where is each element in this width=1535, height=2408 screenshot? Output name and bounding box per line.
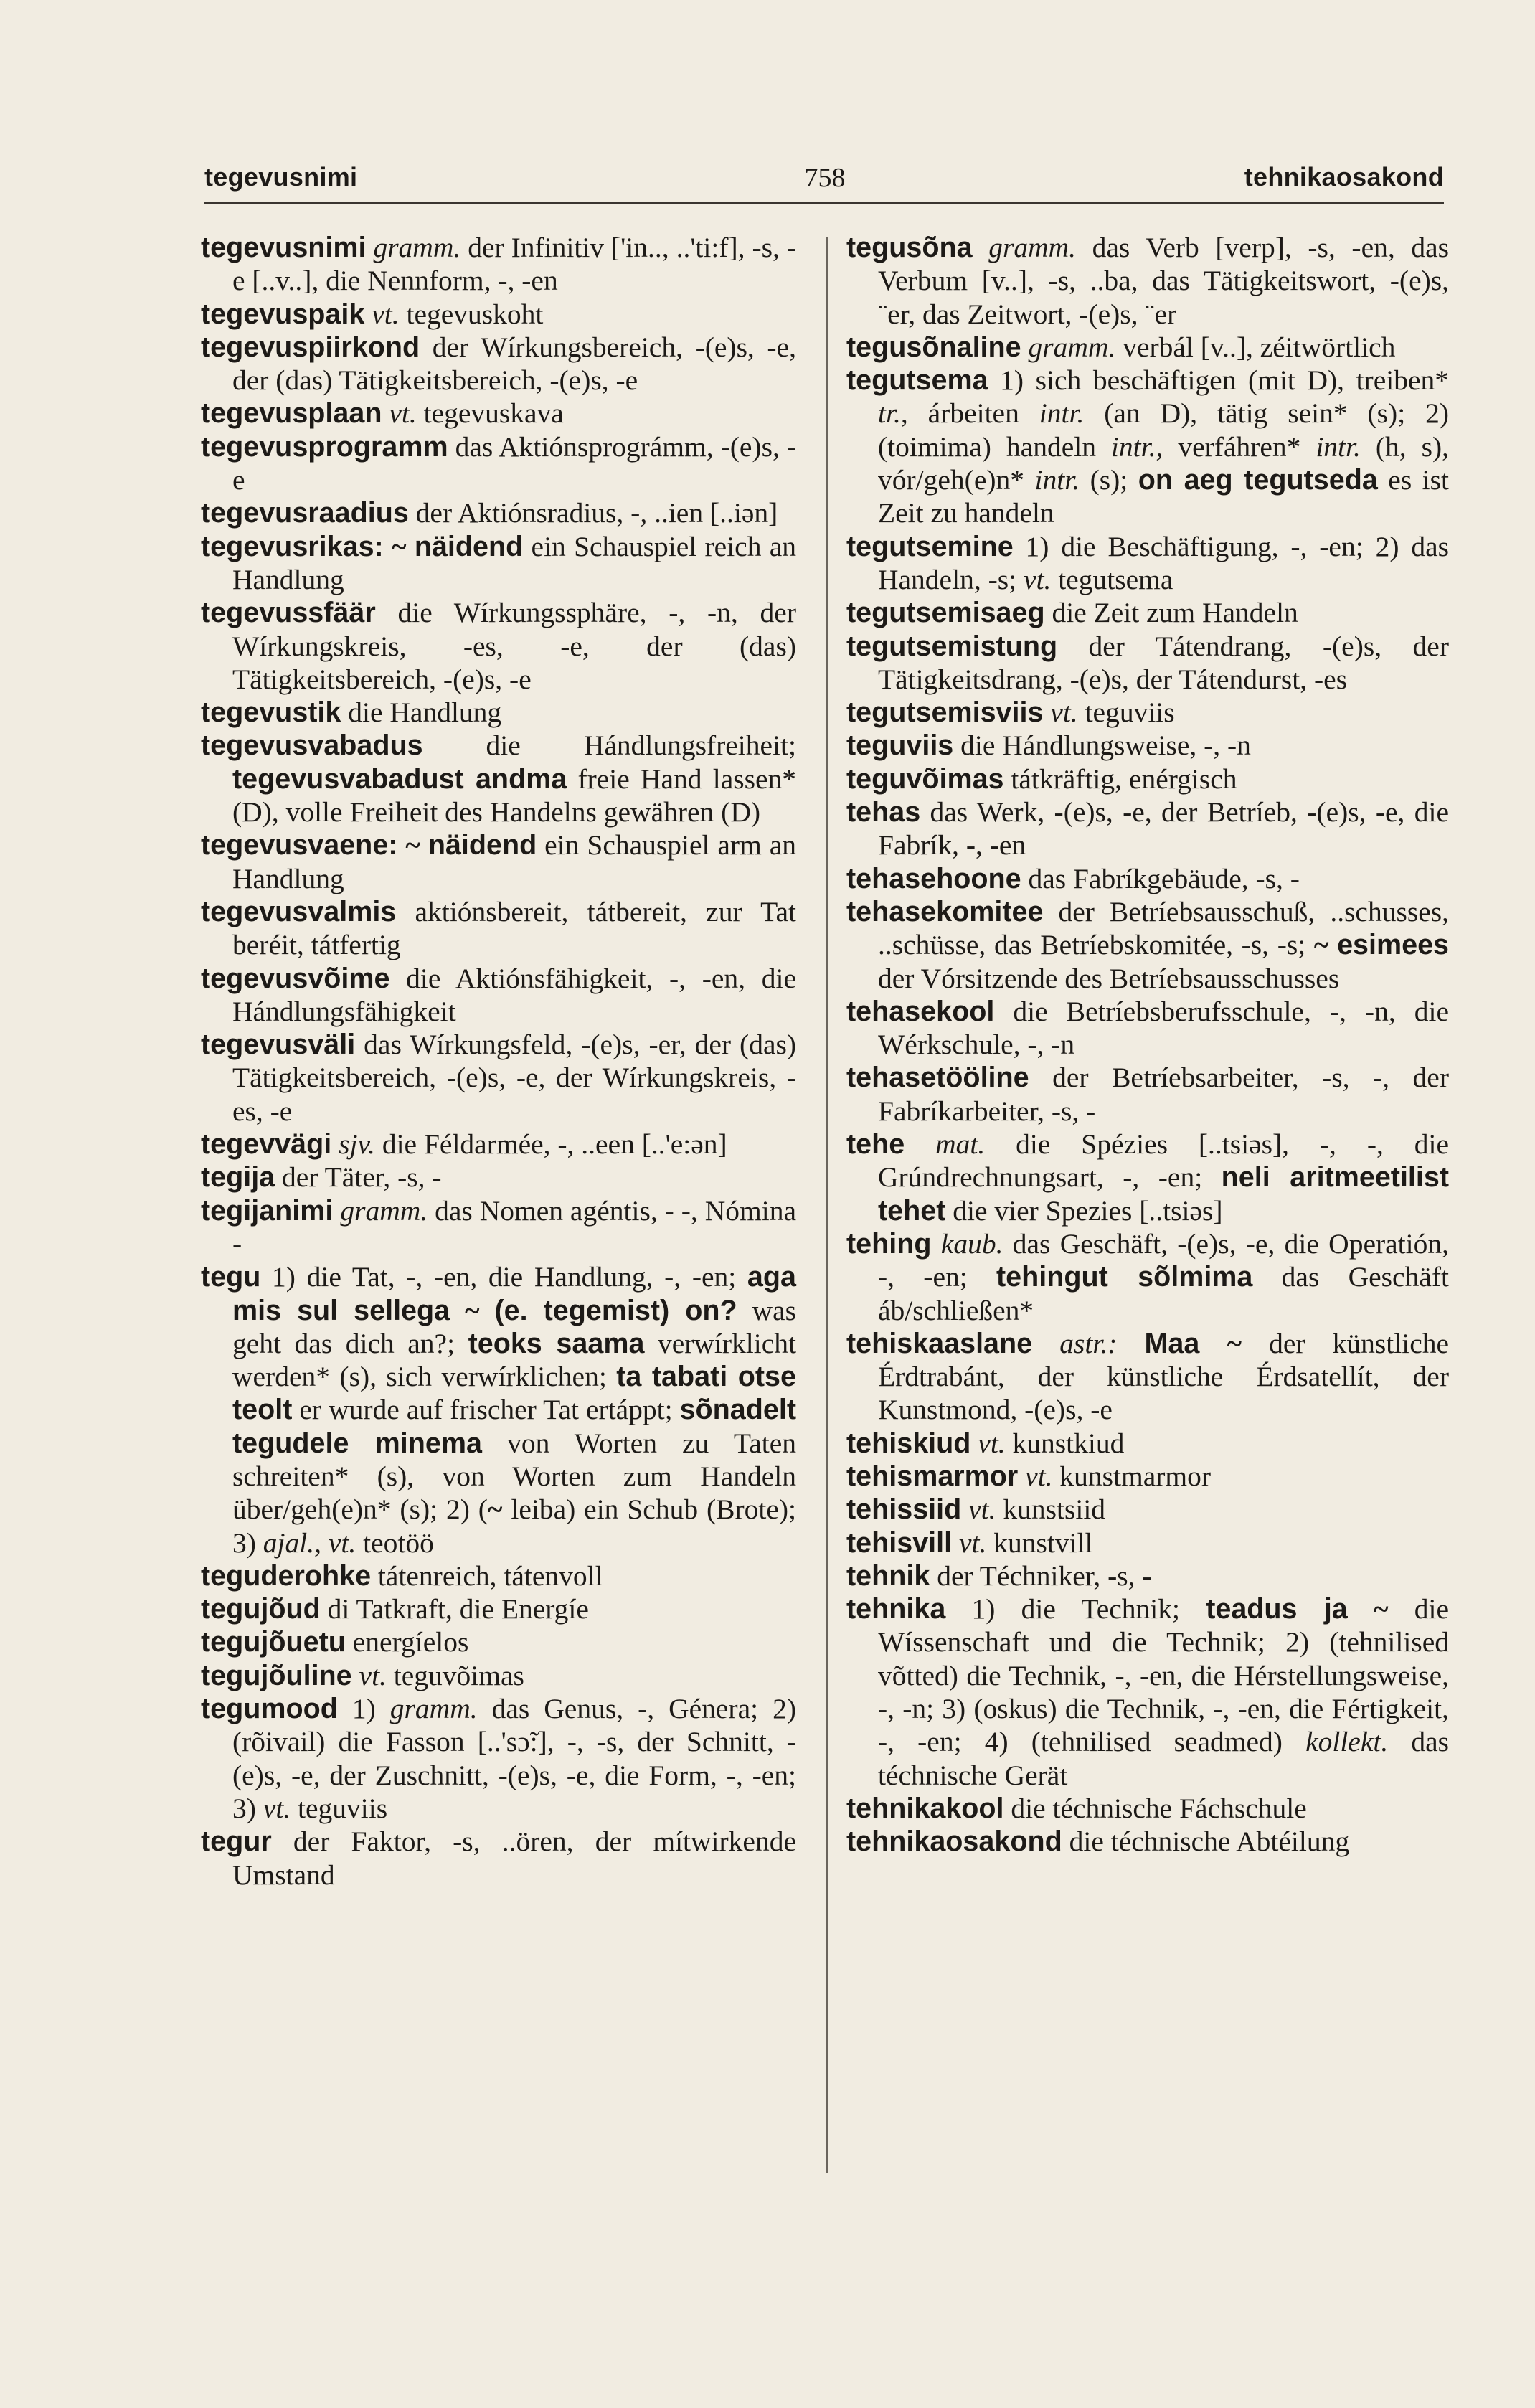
definition-text: das Werk, -(e)s, -e, der Betríeb, -(e)s, -e, die Fabrík, -, -en: [878, 796, 1449, 861]
dictionary-entry: [846, 1792, 1449, 1825]
grammar-label: vt.: [263, 1792, 291, 1824]
definition-text: energíelos: [345, 1626, 469, 1658]
headword: tegevuspaik: [201, 298, 365, 330]
grammar-label: vt.: [359, 1659, 387, 1691]
definition-text: die Féldarmée, -, ..een [..'e:ən]: [374, 1128, 727, 1161]
definition-text: 1) die Technik;: [945, 1593, 1206, 1625]
dictionary-entry: [846, 1227, 1449, 1327]
definition-text: 1) die Tat, -, -en, die Handlung, -, -en;: [260, 1261, 747, 1293]
definition-text: [1021, 331, 1029, 363]
dictionary-entry: [201, 397, 796, 430]
headword: tegevusvabadus: [201, 730, 423, 762]
headword: tegevusvõime: [201, 962, 390, 994]
example-phrase: ta tabati otse teolt: [232, 1361, 796, 1426]
dictionary-entry: [846, 1427, 1449, 1460]
headword: tegutsema: [846, 364, 988, 397]
headword: tehisvill: [846, 1526, 953, 1559]
page-header: [204, 159, 1444, 204]
grammar-label: sjv.: [339, 1128, 375, 1161]
definition-text: die Handlung: [341, 697, 502, 729]
example-phrase: tegevusvabadust andma: [232, 762, 567, 795]
headword: tehasekool: [846, 995, 995, 1027]
definition-text: das Nomen agéntis, - -, Nómina -: [232, 1194, 796, 1260]
headword: tegevussfäär: [201, 597, 376, 629]
headword: tegevvägi: [201, 1128, 332, 1161]
dictionary-entry: [846, 762, 1449, 795]
definition-text: 1): [337, 1693, 390, 1725]
grammar-label: kaub.: [940, 1227, 1003, 1260]
definition-text: das Genus, -, Génera; 2) (rõivail) die Fasson [..'sɔ̃:], -, -s, der Schnitt, -(e)s, -e, der Zuschnitt, -(e)s, -e, die Form, -, -en; 3): [232, 1693, 796, 1824]
definition-text: freie Hand lassen* (D), volle Freiheit des Handelns gewähren (D): [232, 762, 797, 828]
definition-text: [952, 1527, 959, 1559]
definition-text: (h, s), vór/geh(e)n*: [878, 430, 1449, 496]
definition-text: die Aktiónsfähigkeit, -, -en, die Hándlungsfähigkeit: [232, 962, 796, 1027]
left-guide-word: tegevusnimi: [204, 162, 358, 192]
definition-text: kunstkiud: [1005, 1427, 1125, 1459]
dictionary-entry: [846, 1559, 1449, 1592]
dictionary-entry: [846, 331, 1449, 364]
definition-text: [1018, 1460, 1025, 1492]
grammar-label: mat.: [935, 1128, 986, 1161]
definition-text: das Geschäft, -(e)s, -e, die Operatión, -, -en;: [878, 1227, 1449, 1293]
definition-text: von Worten zu Taten schreiten* (s), von Worten zum Handeln über/geh(e)n* (s); 2) (: [232, 1427, 796, 1526]
definition-text: [384, 531, 392, 562]
headword: tegutsemine: [846, 530, 1014, 562]
dictionary-entry: [846, 530, 1449, 597]
definition-text: teguviis: [291, 1792, 388, 1824]
headword: tegevustik: [201, 697, 341, 729]
dictionary-entry: [201, 696, 796, 729]
tilde-mark: ~: [487, 1493, 503, 1526]
definition-text: der Téchniker, -s, -: [930, 1559, 1152, 1592]
definition-text: 1) die Beschäftigung, -, -en; 2) das Handeln, -s;: [878, 530, 1449, 595]
grammar-label: vt.: [958, 1526, 987, 1559]
example-phrase: esimees: [1337, 929, 1450, 961]
headword: teguderohke: [201, 1559, 372, 1592]
example-phrase: teoks saama: [468, 1327, 645, 1359]
headword: tehing: [846, 1227, 932, 1260]
right-column: [846, 231, 1449, 1859]
headword: tehnika: [846, 1593, 946, 1625]
definition-text: [961, 1493, 968, 1525]
grammar-label: vt.: [389, 397, 417, 430]
headword: tehissiid: [846, 1493, 962, 1526]
dictionary-entry: [201, 596, 796, 696]
definition-text: der Infinitiv ['in.., ..'ti:f], -s, -e [..v..], die Nennform, -, -en: [232, 232, 796, 297]
dictionary-entry: [846, 1526, 1449, 1559]
definition-text: aktiónsbereit, tátbereit, zur Tat beréit, tátfertig: [232, 895, 796, 961]
dictionary-entry: [201, 530, 796, 597]
grammar-label: intr.: [1039, 397, 1085, 430]
definition-text: das Geschäft áb/schließen*: [878, 1261, 1449, 1326]
headword: tegu: [201, 1261, 261, 1293]
definition-text: das Wírkungsfeld, -(e)s, -er, der (das) Tätigkeitsbereich, -(e)s, -e, der Wírkungskreis, -es, -e: [232, 1029, 796, 1127]
grammar-label: astr.:: [1059, 1327, 1118, 1359]
headword: tegevusnimi: [201, 232, 367, 263]
page-number: 758: [804, 163, 846, 193]
example-phrase: neli aritmeetilist tehet: [878, 1161, 1449, 1227]
headword: tehnikaosakond: [846, 1826, 1062, 1858]
definition-text: kunstmarmor: [1052, 1460, 1212, 1492]
headword: tegur: [201, 1826, 272, 1858]
definition-text: das téchnische Gerät: [878, 1726, 1449, 1791]
definition-text: ein Schauspiel arm an Handlung: [232, 829, 797, 894]
dictionary-entry: [201, 1659, 796, 1692]
definition-text: die Hándlungsweise, -, -n: [953, 730, 1251, 762]
dictionary-entry: [201, 1161, 796, 1194]
grammar-label: gramm.: [340, 1194, 428, 1227]
headword: tehismarmor: [846, 1460, 1019, 1492]
dictionary-entry: [201, 1194, 796, 1261]
headword: teguvõimas: [846, 762, 1004, 795]
grammar-label: ajal., vt.: [263, 1526, 356, 1559]
headword: tegujõuetu: [201, 1626, 346, 1658]
dictionary-entry: [201, 231, 796, 298]
dictionary-entry: [846, 795, 1449, 862]
definition-text: die Wíssenschaft und die Technik; 2) (tehnilised võtted) die Technik, -, -en, die Hérstellungsweise, -, -n; 3) (oskus) die Technik, -, -en, die Fértigkeit, -, -en; 4) (tehnilised seadmed): [878, 1593, 1449, 1758]
dictionary-entry: [201, 1625, 796, 1658]
definition-text: [973, 232, 989, 263]
example-phrase: tehingut sõlmima: [996, 1261, 1253, 1293]
example-phrase: Maa: [1144, 1327, 1200, 1359]
definition-text: (s);: [1080, 464, 1138, 496]
grammar-label: gramm.: [373, 232, 461, 263]
dictionary-entry: [201, 1825, 796, 1892]
dictionary-entry: [201, 1028, 796, 1128]
definition-text: verwírklicht werden* (s), sich verwírklichen;: [232, 1327, 797, 1393]
dictionary-entry: [846, 1493, 1449, 1526]
definition-text: tátenreich, tátenvoll: [371, 1559, 603, 1592]
dictionary-entry: [846, 895, 1449, 995]
dictionary-entry: [846, 862, 1449, 895]
grammar-label: gramm.: [988, 232, 1077, 263]
definition-text: der Aktiónsradius, -, ..ien [..iən]: [408, 497, 778, 529]
dictionary-entry: [846, 995, 1449, 1062]
headword: tegujõuline: [201, 1659, 352, 1691]
definition-text: teguviis: [1077, 697, 1175, 729]
definition-text: der Betríebsausschuß, ..schusses, ..schüsse, das Betríebskomitée, -s, -s;: [878, 895, 1449, 961]
dictionary-entry: [201, 430, 796, 497]
dictionary-entry: [201, 729, 796, 828]
definition-text: [1328, 929, 1337, 960]
tilde-mark: ~: [1227, 1327, 1242, 1359]
headword: tehasehoone: [846, 862, 1021, 894]
definition-text: ein Schauspiel reich an Handlung: [232, 530, 797, 595]
headword: tegevusraadius: [201, 497, 409, 529]
definition-text: es ist Zeit zu handeln: [878, 464, 1450, 529]
dictionary-entry: [846, 696, 1449, 729]
headword: tehiskaaslane: [846, 1327, 1033, 1359]
dictionary-entry: [201, 331, 796, 397]
left-column: [201, 231, 796, 1892]
dictionary-entry: [846, 1327, 1449, 1427]
grammar-label: intr.: [1316, 430, 1361, 463]
headword: tegutsemisaeg: [846, 597, 1045, 629]
tilde-mark: ~: [405, 829, 420, 861]
dictionary-entry: [846, 630, 1449, 697]
definition-text: die Zeit zum Handeln: [1044, 597, 1298, 629]
definition-text: [364, 298, 372, 330]
headword: tegija: [201, 1161, 275, 1194]
definition-text: der Betríebsarbeiter, -s, -, der Fabríkarbeiter, -s, -: [878, 1062, 1449, 1127]
definition-text: verfáhren*: [1163, 430, 1316, 463]
headword: tegevusvalmis: [201, 895, 397, 927]
headword: tehas: [846, 796, 921, 828]
definition-text: [905, 1128, 935, 1160]
dictionary-entry: [846, 596, 1449, 629]
dictionary-entry: [846, 1460, 1449, 1493]
headword: tegujõud: [201, 1593, 321, 1625]
grammar-label: kollekt.: [1305, 1726, 1389, 1758]
dictionary-entry: [201, 1592, 796, 1625]
definition-text: die vier Spezies [..tsiəs]: [945, 1194, 1223, 1227]
definition-text: [1348, 1593, 1374, 1625]
definition-text: [480, 1295, 495, 1326]
headword: tehasekomitee: [846, 895, 1044, 927]
definition-text: das Fabríkgebäude, -s, -: [1021, 862, 1300, 894]
definition-text: [1117, 1328, 1144, 1359]
example-phrase: sõnadelt tegudele minema: [232, 1394, 796, 1459]
definition-text: [450, 1295, 465, 1326]
dictionary-entry: [201, 496, 796, 529]
headword: tegevusrikas:: [201, 530, 384, 562]
definition-text: der Vórsitzende des Betríebsausschusses: [878, 962, 1340, 994]
example-phrase: näidend: [414, 530, 524, 562]
definition-text: tegevuskoht: [399, 298, 544, 330]
dictionary-entry: [846, 1061, 1449, 1128]
grammar-label: gramm.: [1028, 331, 1116, 363]
headword: teguviis: [846, 730, 954, 762]
definition-text: verbál [v..], zéitwörtlich: [1115, 331, 1396, 363]
definition-text: [382, 397, 389, 429]
definition-text: [407, 531, 415, 562]
headword: tegevuspiirkond: [201, 331, 420, 363]
grammar-label: vt.: [968, 1493, 996, 1526]
definition-text: di Tatkraft, die Energíe: [320, 1593, 589, 1625]
tilde-mark: ~: [1373, 1593, 1389, 1625]
headword: tegusõna: [846, 232, 973, 263]
definition-text: [366, 232, 373, 263]
dictionary-entry: [201, 1559, 796, 1592]
definition-text: der Tátendrang, -(e)s, der Tätigkeitsdrang, -(e)s, der Tátendurst, -es: [878, 630, 1449, 695]
dictionary-entry: [846, 364, 1449, 529]
definition-text: tátkräftig, enérgisch: [1003, 762, 1237, 795]
definition-text: die Spézies [..tsiəs], -, -, die Grúndrechnungsart, -, -en;: [878, 1128, 1450, 1194]
definition-text: kunstsiid: [996, 1493, 1106, 1526]
definition-text: [931, 1228, 940, 1260]
definition-text: teguvõimas: [386, 1659, 524, 1691]
dictionary-entry: [201, 1692, 796, 1825]
headword: tegevusprogramm: [201, 430, 448, 463]
headword: tegusõnaline: [846, 331, 1021, 363]
definition-text: leiba) ein Schub (Brote); 3): [232, 1493, 796, 1559]
definition-text: der Faktor, -s, ..ören, der mítwirkende Umstand: [232, 1826, 796, 1891]
headword: tehe: [846, 1128, 905, 1161]
tilde-mark: ~: [391, 530, 407, 562]
dictionary-entry: [846, 231, 1449, 331]
dictionary-entry: [846, 1592, 1449, 1792]
example-phrase: teadus ja: [1206, 1593, 1348, 1625]
definition-text: das Verb [verp], -s, -en, das Verbum [v..], -s, ..ba, das Tätigkeitswort, -(e)s, ¨er, das Zeitwort, -(e)s, ¨er: [878, 232, 1449, 330]
definition-text: árbeiten: [907, 397, 1039, 430]
definition-text: der künstliche Érdtrabánt, der künstliche Érdsatellít, der Kunstmond, -(e)s, -e: [878, 1327, 1450, 1426]
definition-text: die téchnische Abtéilung: [1062, 1826, 1350, 1858]
tilde-mark: ~: [465, 1294, 480, 1326]
headword: tehasetööline: [846, 1062, 1029, 1094]
definition-text: die Hándlungsfreiheit;: [422, 730, 796, 762]
definition-text: [1032, 1328, 1059, 1359]
headword: tegumood: [201, 1693, 338, 1725]
grammar-label: intr.,: [1110, 430, 1163, 463]
dictionary-entry: [201, 298, 796, 331]
definition-text: [333, 1195, 340, 1227]
example-phrase: (e. tegemist) on?: [494, 1294, 737, 1326]
headword: tegijanimi: [201, 1194, 334, 1227]
definition-text: [970, 1427, 978, 1459]
definition-text: tegutsema: [1051, 563, 1173, 595]
grammar-label: vt.: [1023, 563, 1052, 595]
grammar-label: vt.: [1050, 697, 1078, 729]
definition-text: die Betríebsberufsschule, -, -n, die Wérkschule, -, -n: [878, 995, 1449, 1061]
definition-text: [420, 829, 428, 861]
headword: tegevusväli: [201, 1029, 356, 1061]
definition-text: was geht das dich an?;: [232, 1294, 796, 1359]
headword: tegevusvaene:: [201, 829, 398, 861]
headword: tegutsemistung: [846, 630, 1058, 662]
definition-text: der Wírkungsbereich, -(e)s, -e, der (das) Tätigkeitsbereich, -(e)s, -e: [232, 331, 796, 397]
headword: tehnik: [846, 1559, 930, 1592]
definition-text: tegevuskava: [416, 397, 564, 430]
definition-text: [331, 1128, 339, 1160]
definition-text: [352, 1660, 359, 1691]
definition-text: die téchnische Fáchschule: [1003, 1792, 1307, 1824]
dictionary-entry: [201, 828, 796, 895]
definition-text: (an D), tätig sein* (s); 2) (toimima) handeln: [878, 397, 1449, 463]
definition-text: [397, 829, 405, 861]
definition-text: [1043, 697, 1050, 728]
dictionary-entry: [201, 895, 796, 962]
right-guide-word: tehnikaosakond: [1244, 162, 1444, 192]
definition-text: er wurde auf frischer Tat ertáppt;: [292, 1394, 680, 1426]
definition-text: [1199, 1328, 1227, 1359]
dictionary-entry: [201, 1260, 796, 1559]
grammar-label: vt.: [978, 1427, 1006, 1459]
example-phrase: aga mis sul sellega: [232, 1261, 796, 1326]
column-divider: [826, 237, 828, 2173]
grammar-label: intr.: [1034, 464, 1080, 496]
definition-text: die Wírkungssphäre, -, -n, der Wírkungskreis, -es, -e, der (das) Tätigkeitsbereich, -(e)s, -e: [232, 597, 796, 695]
definition-text: der Täter, -s, -: [275, 1161, 442, 1194]
headword: tehnikakool: [846, 1792, 1004, 1824]
tilde-mark: ~: [1313, 929, 1329, 961]
dictionary-entry: [201, 962, 796, 1029]
dictionary-entry: [846, 729, 1449, 762]
definition-text: kunstvill: [986, 1526, 1093, 1559]
definition-text: teotöö: [356, 1526, 434, 1559]
headword: tegevusplaan: [201, 397, 382, 430]
dictionary-entry: [201, 1128, 796, 1161]
definition-text: 1) sich beschäftigen (mit D), treiben*: [988, 364, 1449, 397]
dictionary-entry: [846, 1128, 1449, 1227]
grammar-label: tr.,: [878, 397, 908, 430]
headword: tegutsemisviis: [846, 697, 1044, 729]
grammar-label: gramm.: [389, 1693, 478, 1725]
example-phrase: näidend: [428, 829, 537, 861]
definition-text: das Aktiónsprográmm, -(e)s, -e: [232, 430, 796, 496]
dictionary-entry: [846, 1825, 1449, 1858]
grammar-label: vt.: [1025, 1460, 1053, 1492]
headword: tehiskiud: [846, 1427, 971, 1459]
grammar-label: vt.: [372, 298, 400, 330]
example-phrase: on aeg tegutseda: [1138, 464, 1378, 496]
